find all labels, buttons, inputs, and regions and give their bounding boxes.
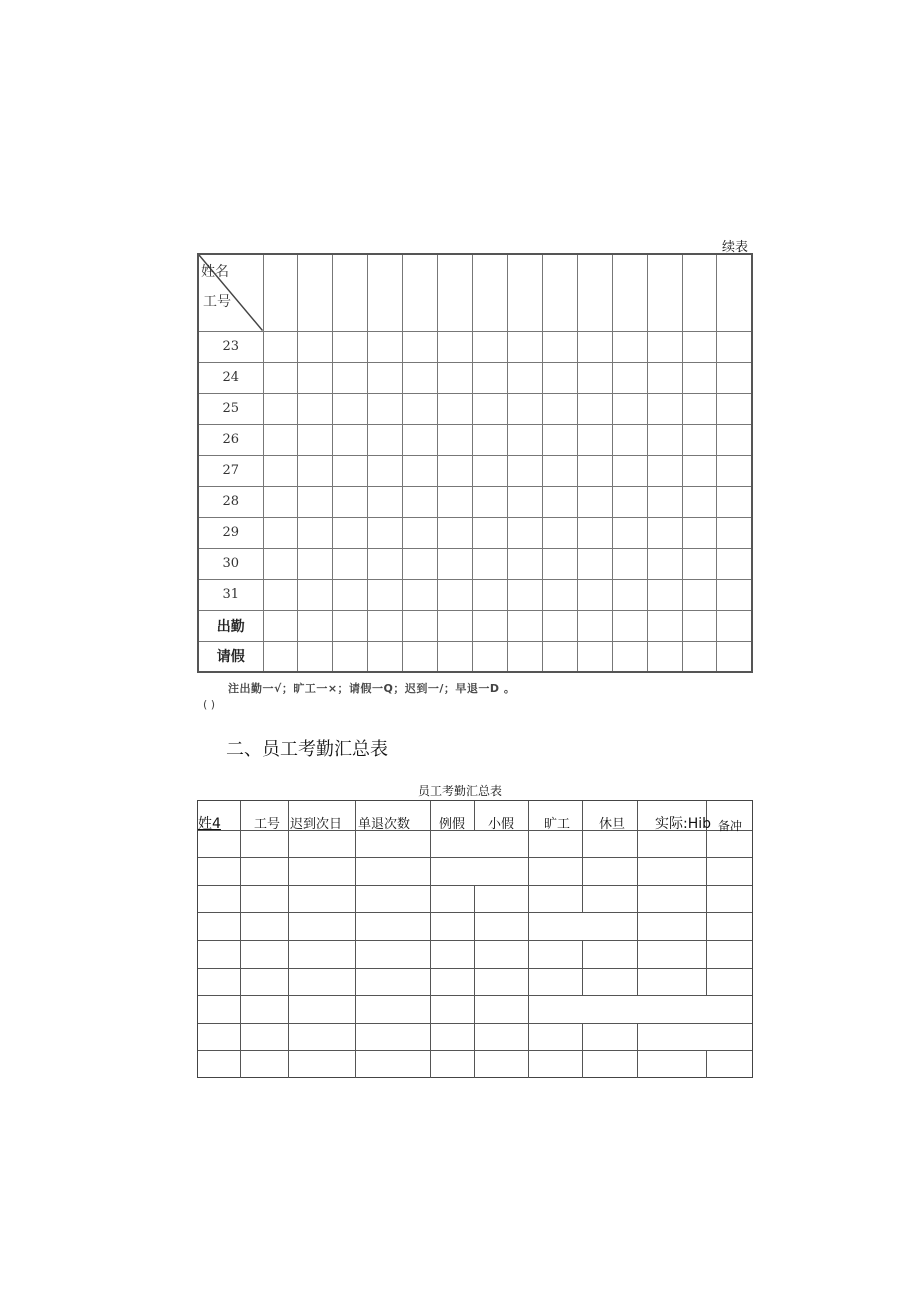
grid-cell xyxy=(263,424,298,455)
grid-cell xyxy=(473,424,508,455)
grid-cell xyxy=(298,517,333,548)
header-id-label: 工号 xyxy=(203,294,231,310)
grid-cell xyxy=(403,517,438,548)
grid-cell xyxy=(647,486,682,517)
grid-cell xyxy=(577,548,612,579)
grid-cell xyxy=(542,393,577,424)
grid-cell xyxy=(368,579,403,610)
grid-cell xyxy=(507,254,542,331)
grid-cell xyxy=(542,517,577,548)
grid-cell xyxy=(403,362,438,393)
grid-cell xyxy=(542,486,577,517)
grid-cell xyxy=(612,331,647,362)
grid-cell xyxy=(368,548,403,579)
grid-cell xyxy=(403,610,438,641)
table-rule xyxy=(582,1023,583,1078)
table-rule xyxy=(637,801,638,995)
table-rule xyxy=(582,940,583,995)
grid-cell xyxy=(647,254,682,331)
grid-cell xyxy=(298,331,333,362)
grid-cell xyxy=(647,424,682,455)
grid-cell xyxy=(473,455,508,486)
grid-cell xyxy=(647,331,682,362)
grid-cell xyxy=(577,579,612,610)
grid-cell xyxy=(717,393,752,424)
grid-cell xyxy=(612,610,647,641)
table-rule xyxy=(582,801,583,912)
table-rule xyxy=(288,801,289,1078)
grid-cell xyxy=(682,424,717,455)
table-rule xyxy=(430,801,431,1078)
diagonal-header-cell xyxy=(198,254,263,331)
grid-cell xyxy=(577,424,612,455)
grid-cell xyxy=(647,548,682,579)
grid-cell xyxy=(403,331,438,362)
grid-cell xyxy=(507,486,542,517)
table-rule xyxy=(198,885,752,886)
header-actual: 实际:Hib xyxy=(655,816,712,832)
grid-cell xyxy=(647,455,682,486)
grid-row-label: 28 xyxy=(198,486,263,517)
summary-table-caption: 员工考勤汇总表 xyxy=(417,784,502,798)
grid-cell xyxy=(647,393,682,424)
grid-cell xyxy=(263,579,298,610)
grid-cell xyxy=(298,641,333,672)
grid-cell xyxy=(438,393,473,424)
grid-cell xyxy=(717,362,752,393)
grid-row-label: 出勤 xyxy=(198,610,263,641)
grid-cell xyxy=(298,254,333,331)
grid-cell xyxy=(263,610,298,641)
grid-cell xyxy=(682,455,717,486)
grid-cell xyxy=(438,579,473,610)
table-rule xyxy=(198,1050,752,1051)
grid-cell xyxy=(717,517,752,548)
grid-cell xyxy=(333,610,368,641)
table-rule xyxy=(474,885,475,1078)
grid-cell xyxy=(682,486,717,517)
grid-cell xyxy=(333,641,368,672)
grid-cell xyxy=(612,548,647,579)
table-rule xyxy=(355,801,356,1078)
grid-cell xyxy=(438,331,473,362)
grid-cell xyxy=(507,393,542,424)
grid-cell xyxy=(577,393,612,424)
grid-row xyxy=(198,641,752,672)
grid-cell xyxy=(717,424,752,455)
grid-cell xyxy=(717,548,752,579)
grid-cell xyxy=(507,517,542,548)
grid-cell xyxy=(682,548,717,579)
grid-header-row xyxy=(198,254,752,331)
grid-cell xyxy=(263,254,298,331)
grid-cell xyxy=(473,610,508,641)
grid-cell xyxy=(438,362,473,393)
grid-cell xyxy=(542,579,577,610)
grid-cell xyxy=(612,486,647,517)
section-title: 二、员工考勤汇总表 xyxy=(226,739,388,760)
table-rule xyxy=(198,1023,752,1024)
grid-cell xyxy=(438,610,473,641)
grid-cell xyxy=(403,641,438,672)
grid-row xyxy=(198,424,752,455)
grid-cell xyxy=(682,393,717,424)
header-holiday: 休旦 xyxy=(599,817,626,832)
grid-row-label: 23 xyxy=(198,331,263,362)
grid-cell xyxy=(438,517,473,548)
grid-cell xyxy=(298,362,333,393)
grid-cell xyxy=(368,331,403,362)
grid-cell xyxy=(473,517,508,548)
grid-cell xyxy=(403,486,438,517)
grid-cell xyxy=(612,362,647,393)
grid-cell xyxy=(333,331,368,362)
grid-row xyxy=(198,331,752,362)
grid-cell xyxy=(473,331,508,362)
grid-cell xyxy=(263,486,298,517)
grid-cell xyxy=(542,610,577,641)
grid-cell xyxy=(577,331,612,362)
grid-cell xyxy=(507,610,542,641)
grid-cell xyxy=(473,362,508,393)
grid-cell xyxy=(612,579,647,610)
table-rule xyxy=(198,912,752,913)
grid-cell xyxy=(473,641,508,672)
grid-cell xyxy=(507,331,542,362)
grid-cell xyxy=(403,548,438,579)
grid-cell xyxy=(403,254,438,331)
grid-cell xyxy=(368,254,403,331)
grid-cell xyxy=(438,424,473,455)
grid-cell xyxy=(542,641,577,672)
header-absent: 旷工 xyxy=(544,817,571,832)
grid-cell xyxy=(333,393,368,424)
grid-cell xyxy=(542,424,577,455)
grid-cell xyxy=(333,254,368,331)
grid-cell xyxy=(612,517,647,548)
grid-cell xyxy=(647,579,682,610)
grid-cell xyxy=(647,517,682,548)
grid-cell xyxy=(577,455,612,486)
grid-cell xyxy=(333,424,368,455)
grid-cell xyxy=(612,641,647,672)
grid-cell xyxy=(473,486,508,517)
grid-row-label: 26 xyxy=(198,424,263,455)
grid-cell xyxy=(682,331,717,362)
grid-row-label: 请假 xyxy=(198,641,263,672)
grid-cell xyxy=(263,393,298,424)
grid-cell xyxy=(473,393,508,424)
grid-cell xyxy=(298,424,333,455)
grid-cell xyxy=(403,393,438,424)
header-early-leave-count: 单退次数 xyxy=(358,817,411,832)
grid-cell xyxy=(542,331,577,362)
grid-cell xyxy=(717,579,752,610)
grid-row xyxy=(198,517,752,548)
header-late-count: 迟到次日 xyxy=(290,817,343,832)
header-name-label: 姓名 xyxy=(201,264,229,280)
grid-cell xyxy=(473,579,508,610)
grid-cell xyxy=(438,548,473,579)
grid-cell xyxy=(577,362,612,393)
grid-cell xyxy=(647,610,682,641)
table-rule xyxy=(474,801,475,830)
grid-cell xyxy=(298,548,333,579)
grid-cell xyxy=(333,579,368,610)
continued-table-label: 续表 xyxy=(722,240,749,255)
grid-row xyxy=(198,548,752,579)
grid-cell xyxy=(542,455,577,486)
grid-cell xyxy=(438,641,473,672)
grid-cell xyxy=(507,641,542,672)
grid-cell xyxy=(473,548,508,579)
grid-cell xyxy=(333,548,368,579)
grid-cell xyxy=(717,254,752,331)
grid-cell xyxy=(542,254,577,331)
grid-cell xyxy=(263,455,298,486)
grid-cell xyxy=(682,641,717,672)
header-remarks: 备冲 xyxy=(718,819,743,833)
grid-cell xyxy=(717,610,752,641)
table-rule xyxy=(198,968,752,969)
grid-cell xyxy=(577,641,612,672)
grid-cell xyxy=(263,641,298,672)
grid-cell xyxy=(263,548,298,579)
grid-cell xyxy=(438,254,473,331)
grid-cell xyxy=(717,455,752,486)
grid-row xyxy=(198,455,752,486)
grid-cell xyxy=(612,424,647,455)
grid-cell xyxy=(682,610,717,641)
grid-cell xyxy=(577,486,612,517)
grid-cell xyxy=(717,331,752,362)
grid-cell xyxy=(577,517,612,548)
grid-cell xyxy=(333,455,368,486)
summary-table xyxy=(197,800,753,1078)
grid-cell xyxy=(542,362,577,393)
grid-cell xyxy=(682,517,717,548)
grid-cell xyxy=(507,548,542,579)
table-rule xyxy=(198,995,752,996)
grid-cell xyxy=(438,455,473,486)
grid-row-label: 29 xyxy=(198,517,263,548)
table-rule xyxy=(198,857,752,858)
table-rule xyxy=(706,1050,707,1078)
grid-cell xyxy=(507,455,542,486)
grid-cell xyxy=(368,641,403,672)
header-regular-leave: 例假 xyxy=(439,817,466,832)
grid-cell xyxy=(612,254,647,331)
grid-cell xyxy=(298,393,333,424)
grid-row xyxy=(198,393,752,424)
grid-cell xyxy=(682,362,717,393)
grid-cell xyxy=(612,393,647,424)
grid-cell xyxy=(298,486,333,517)
table-rule xyxy=(198,940,752,941)
grid-cell xyxy=(612,455,647,486)
grid-cell xyxy=(298,455,333,486)
grid-row xyxy=(198,579,752,610)
grid-cell xyxy=(717,486,752,517)
grid-cell xyxy=(403,455,438,486)
grid-cell xyxy=(647,641,682,672)
grid-cell xyxy=(298,579,333,610)
grid-cell xyxy=(717,641,752,672)
grid-cell xyxy=(403,579,438,610)
grid-cell xyxy=(368,486,403,517)
grid-row-label: 31 xyxy=(198,579,263,610)
grid-cell xyxy=(473,254,508,331)
grid-cell xyxy=(438,486,473,517)
grid-cell xyxy=(577,610,612,641)
grid-cell xyxy=(682,579,717,610)
grid-cell xyxy=(577,254,612,331)
legend-paren: ( ) xyxy=(203,698,216,711)
grid-cell xyxy=(507,424,542,455)
grid-cell xyxy=(682,254,717,331)
table-rule xyxy=(637,1023,638,1078)
grid-cell xyxy=(263,517,298,548)
grid-row xyxy=(198,610,752,641)
grid-cell xyxy=(368,610,403,641)
legend-note: 注出勤一√；旷工一×；请假一Q；迟到一/；早退一D 。 xyxy=(228,682,516,695)
grid-cell xyxy=(263,362,298,393)
grid-cell xyxy=(333,486,368,517)
attendance-grid xyxy=(197,253,753,673)
grid-cell xyxy=(542,548,577,579)
grid-row-label: 25 xyxy=(198,393,263,424)
grid-cell xyxy=(263,331,298,362)
grid-row xyxy=(198,486,752,517)
grid-cell xyxy=(368,393,403,424)
grid-cell xyxy=(507,362,542,393)
grid-cell xyxy=(333,362,368,393)
grid-cell xyxy=(507,579,542,610)
header-minor-leave: 小假 xyxy=(488,817,515,832)
grid-cell xyxy=(333,517,368,548)
grid-cell xyxy=(298,610,333,641)
table-rule xyxy=(528,801,529,1078)
grid-cell xyxy=(368,455,403,486)
grid-cell xyxy=(368,362,403,393)
grid-cell xyxy=(368,424,403,455)
grid-row xyxy=(198,362,752,393)
grid-cell xyxy=(403,424,438,455)
grid-row-label: 27 xyxy=(198,455,263,486)
grid-cell xyxy=(368,517,403,548)
grid-row-label: 30 xyxy=(198,548,263,579)
grid-cell xyxy=(647,362,682,393)
grid-row-label: 24 xyxy=(198,362,263,393)
header-name: 姓4 xyxy=(198,816,221,832)
table-rule xyxy=(240,801,241,1078)
header-employee-id: 工号 xyxy=(254,817,281,832)
